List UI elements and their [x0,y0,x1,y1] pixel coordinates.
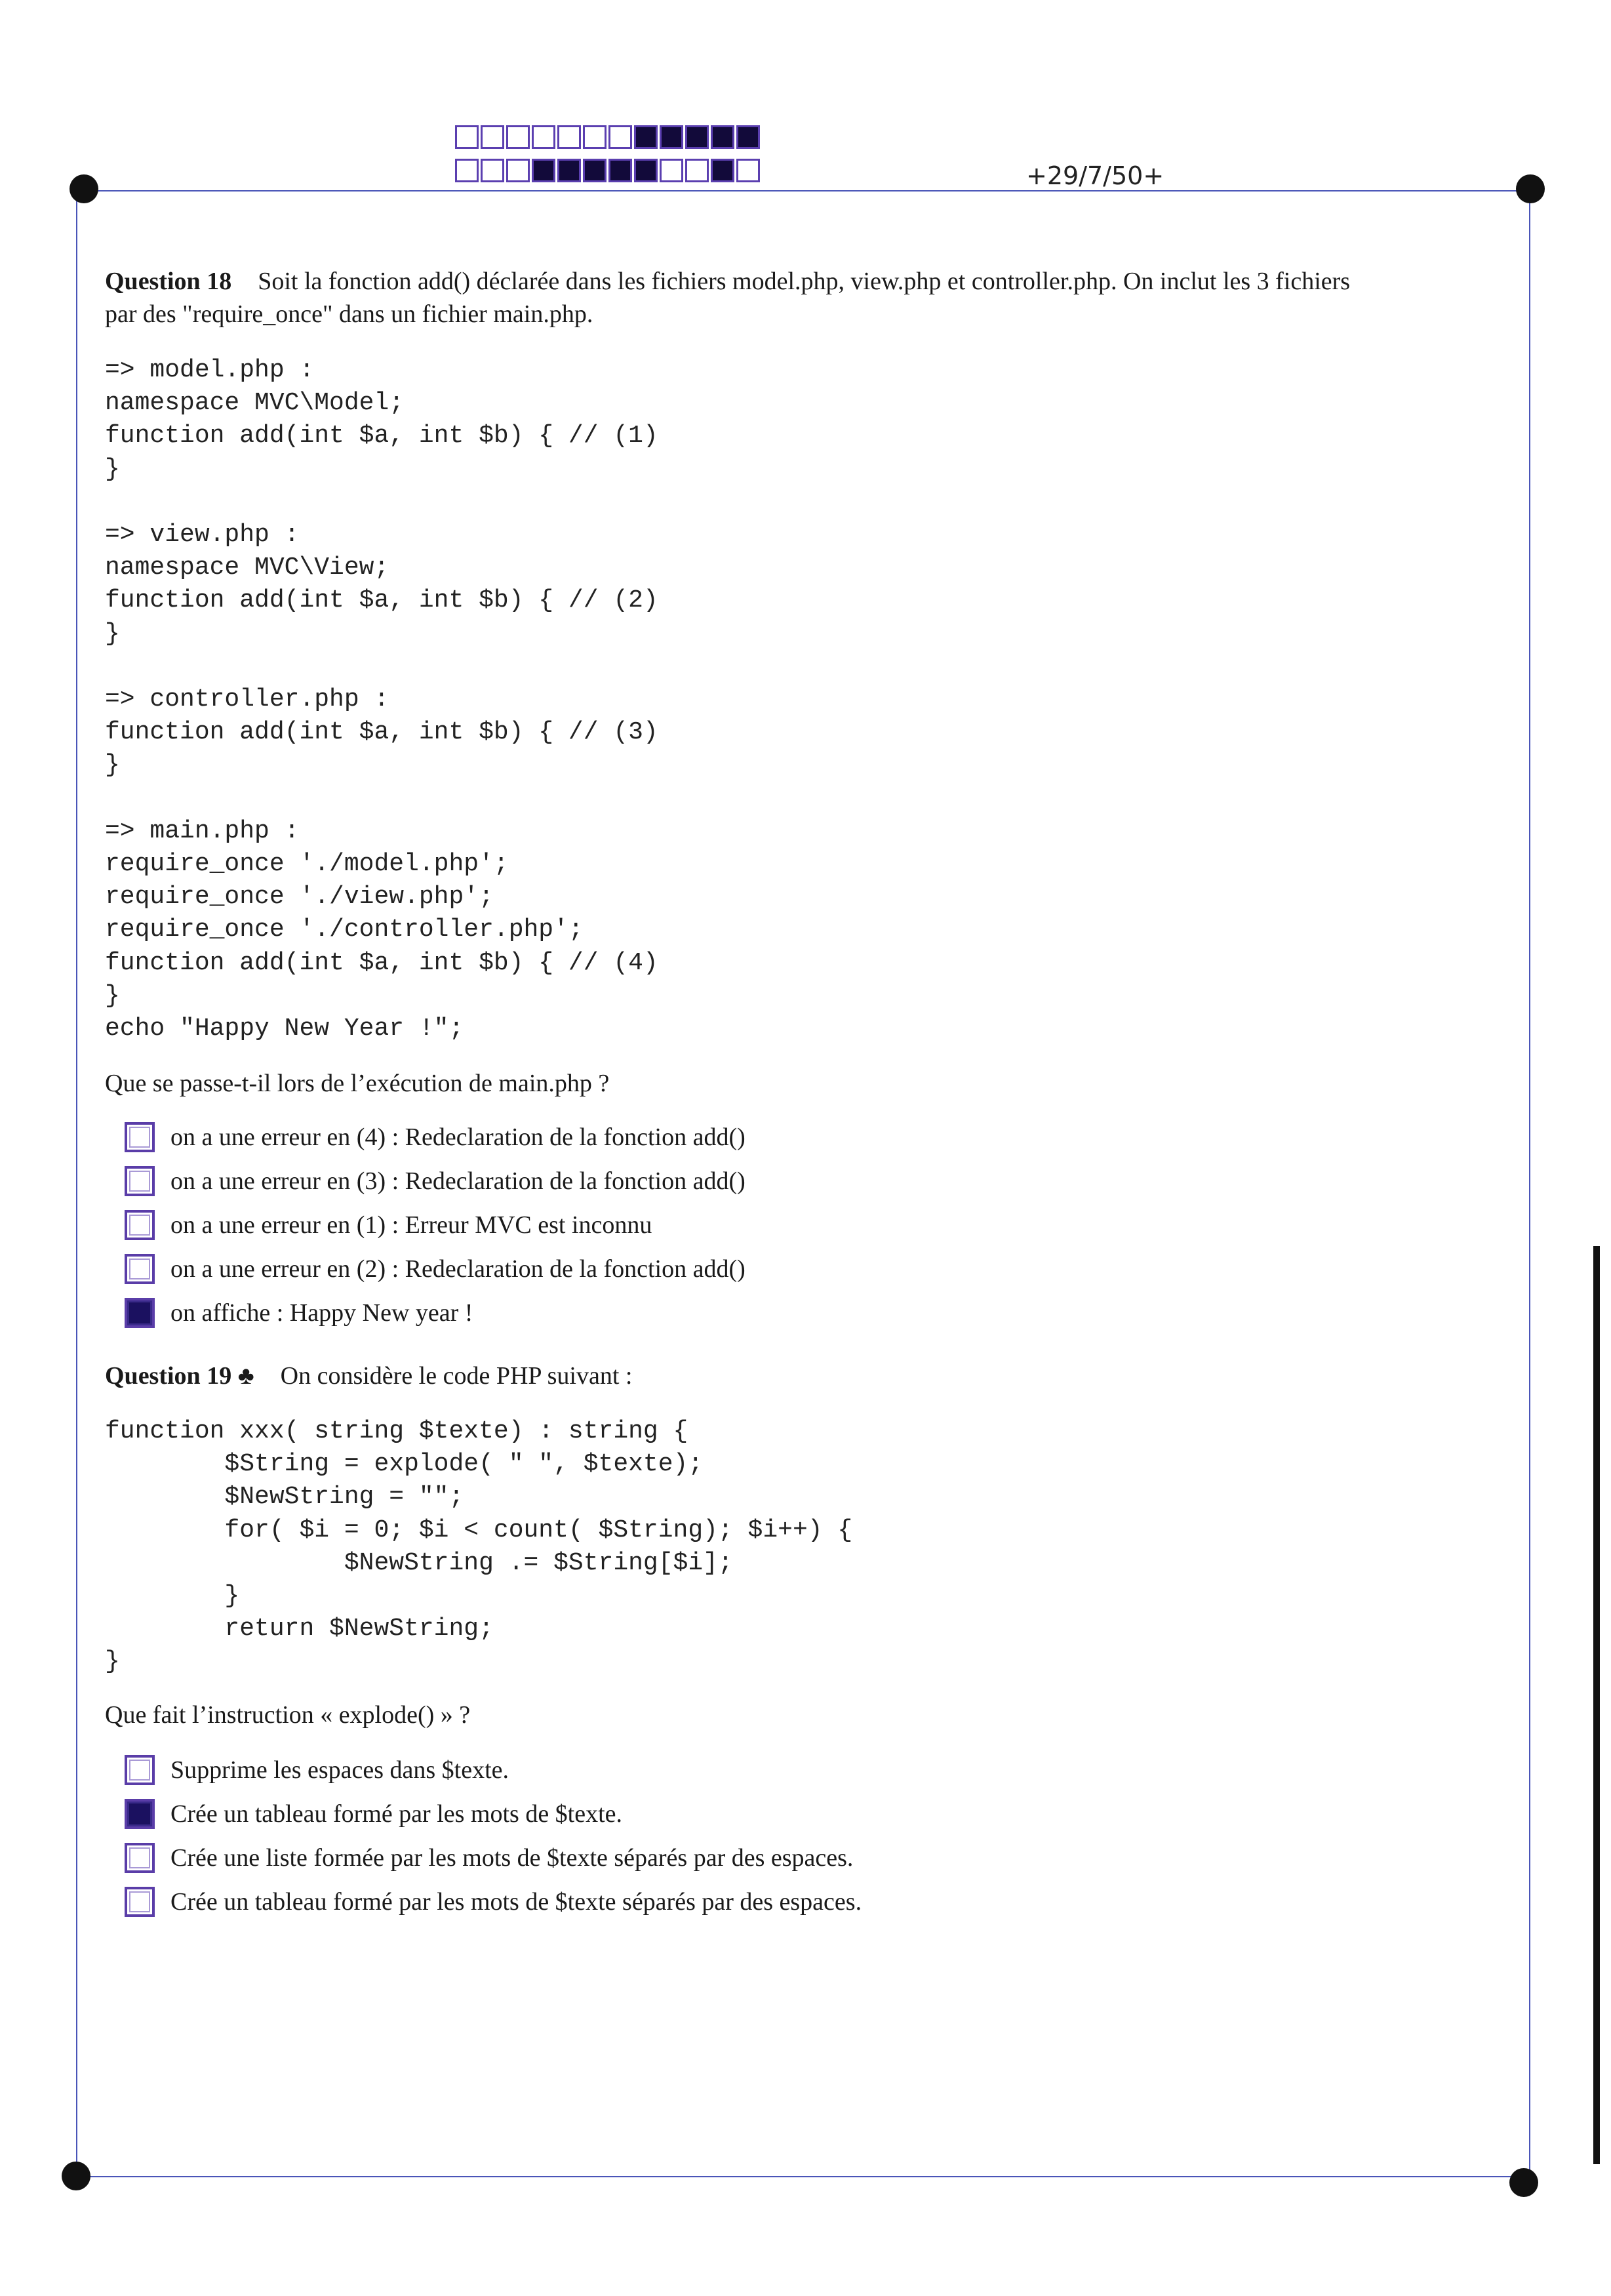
barcode-top [455,125,762,149]
barcode-cell [455,125,479,149]
answer-text: Crée un tableau formé par les mots de $texte. [170,1800,623,1828]
barcode-cell [660,159,683,182]
barcode-cell [608,125,632,149]
answer-text: on affiche : Happy New year ! [170,1299,473,1327]
answers-q18 [125,1115,746,1335]
answer-option[interactable] [125,1880,862,1923]
corner-mark-top-right [1516,174,1545,203]
answer-option[interactable] [125,1159,746,1203]
barcode-cell [685,159,709,182]
answer-text: on a une erreur en (2) : Redeclaration de la fonction add() [170,1255,746,1283]
barcode-cell [455,159,479,182]
answer-checkbox[interactable] [125,1210,155,1240]
question-19-header [105,1359,1508,1392]
question-19-text: Que fait l’instruction « explode() » ? [105,1701,471,1729]
barcode-cell [736,159,760,182]
answer-checkbox[interactable] [125,1799,155,1829]
answer-text: Crée un tableau formé par les mots de $texte séparés par des espaces. [170,1887,862,1916]
barcode-cell [711,125,734,149]
answer-text: on a une erreur en (3) : Redeclaration de la fonction add() [170,1167,746,1195]
answers-q19 [125,1748,862,1923]
barcode-cell [711,159,734,182]
code-block-q19: function xxx( string $texte) : string { $String = explode( " ", $texte); $NewString = ""; for( $i = 0; $i < count( $String); $i++) { $NewString .= $String[$i]; } return $NewString; } [105,1417,853,1676]
corner-mark-bottom-left [62,2162,90,2190]
barcode-cell [660,125,683,149]
answer-option[interactable] [125,1792,862,1836]
barcode-cell [736,125,760,149]
barcode-cell [583,159,607,182]
question-title: Question 18 [105,268,232,295]
answer-option[interactable] [125,1247,746,1291]
barcode-cell [506,125,530,149]
question-18-header [105,265,1508,331]
barcode-cell [685,125,709,149]
question-prompt-cont: par des "require_once" dans un fichier main.php. [105,300,593,328]
answer-checkbox[interactable] [125,1755,155,1785]
answer-text: on a une erreur en (1) : Erreur MVC est inconnu [170,1211,652,1239]
question-prompt: Soit la fonction add() déclarée dans les fichiers model.php, view.php et controller.php. On inclut les 3 fichiers [258,268,1351,295]
barcode-cell [481,125,504,149]
answer-text: on a une erreur en (4) : Redeclaration de la fonction add() [170,1123,746,1151]
question-18-text: Que se passe-t-il lors de l’exécution de main.php ? [105,1070,610,1097]
barcode-cell [634,125,658,149]
barcode-cell [557,159,581,182]
barcode-cell [506,159,530,182]
answer-checkbox[interactable] [125,1843,155,1873]
scan-edge-mark [1593,1246,1600,2164]
corner-mark-bottom-right [1509,2168,1538,2197]
answer-checkbox[interactable] [125,1887,155,1917]
question-title: Question 19 ♣ [105,1362,254,1390]
answer-option[interactable] [125,1748,862,1792]
question-prompt: On considère le code PHP suivant : [280,1362,633,1390]
barcode-cell [532,125,555,149]
barcode-cell [583,125,607,149]
answer-text: Supprime les espaces dans $texte. [170,1756,509,1784]
answer-checkbox[interactable] [125,1166,155,1196]
answer-text: Crée une liste formée par les mots de $texte séparés par des espaces. [170,1843,854,1872]
answer-option[interactable] [125,1115,746,1159]
answer-checkbox[interactable] [125,1122,155,1152]
barcode-cell [481,159,504,182]
corner-mark-top-left [70,174,98,203]
answer-option[interactable] [125,1203,746,1247]
answer-checkbox[interactable] [125,1254,155,1284]
barcode-cell [608,159,632,182]
page-code: +29/7/50+ [1026,161,1164,190]
answer-option[interactable] [125,1836,862,1880]
barcode-bottom [455,159,762,182]
barcode-cell [634,159,658,182]
barcode-cell [532,159,555,182]
answer-checkbox[interactable] [125,1298,155,1328]
code-block-q18: => model.php : namespace MVC\Model; function add(int $a, int $b) { // (1) } => view.php : namespace MVC\View; function add(int $a, int $b) { // (2) } => controller.php : function add(int $a, int $b) { // (3) } => main.php : require_once './model.php'; require_once './view.php'; require_once './controller.php'; function add(int $a, int $b) { // (4) } echo "Happy New Year !"; [105,356,658,1043]
answer-option[interactable] [125,1291,746,1335]
barcode-cell [557,125,581,149]
